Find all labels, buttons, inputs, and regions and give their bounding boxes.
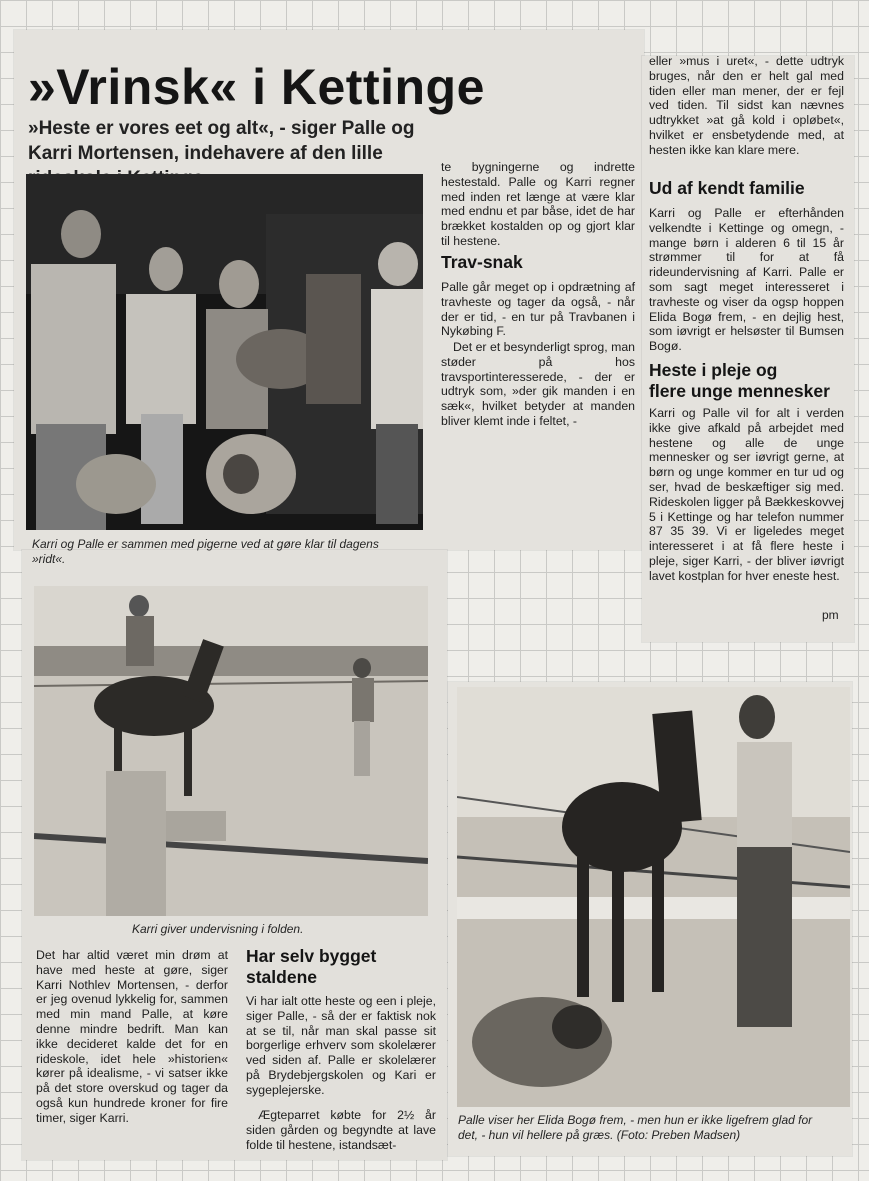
- trav-paragraph-2: Det er et besynderligt sprog, man støder på hos travsportinteresserede, - der er udtryk som, »der gik manden i en sæk«, hvilket betyder at manden bliver klemt inde i feltet, -: [441, 340, 635, 428]
- pleje-text: Karri og Palle vil for alt i verden ikke give afkald på arbejdet med hestene og alle de unge mennesker og ser iøvrigt gerne, at børn og unge kommer en tur ud og ser, hvad de beskæftiger sig med. Rideskolen ligger på Bækkeskovvej 5 i Kettinge og har telefon nummer 87 35 39. Vi er ligeledes meget interesseret i at få flere heste i pleje, siger Karri, - der bliver iøvrigt lavet kostplan for hver eneste hest.: [649, 406, 844, 583]
- photo-stable-group: [26, 174, 423, 530]
- caption-palle-with-horse: Palle viser her Elida Bogø frem, - men hun er ikke ligefrem glad for det, - hun vil hellere på græs. (Foto: Preben Madsen): [458, 1113, 813, 1142]
- heading-trav-snak: Trav-snak: [441, 252, 523, 272]
- headline: »Vrinsk« i Kettinge: [28, 59, 485, 115]
- author-signature: pm: [822, 608, 839, 622]
- photo-stable-group-image: [26, 174, 423, 530]
- right-column-intro-text: eller »mus i uret«, - dette udtryk bruges, når den er helt gal med tiden eller man mener, der er fejl ved tiden. Til sidst kan nævnes udtrykket »at gå kold i opløbet«, hvilket er ensbetydende med, at hesten ikke kan klare mere.: [649, 54, 844, 157]
- familie-text: Karri og Palle er efterhånden velkendte i Kettinge og omegn, - mange børn i alderen 6 til 15 år strømmer til for at få rideundervisning af Karri. Palle er som sagt meget interesseret i travheste og viser da ogsp hoppen Elida Bogø frem, - en dejlig hest, som iøvrigt er helsøster til Bumsen Bogø.: [649, 206, 844, 354]
- staldene-paragraph-2: Ægteparret købte for 2½ år siden gården og begyndte at lave folde til hestene, istandsæt-: [246, 1108, 436, 1152]
- heading-heste-i-pleje: Heste i pleje og flere unge mennesker: [649, 360, 830, 401]
- subheadline: »Heste er vores eet og alt«, - siger Palle og Karri Mortensen, indehavere af den lille: [28, 118, 415, 164]
- heading-ud-af-kendt-familie: Ud af kendt familie: [649, 178, 805, 198]
- bottom-left-text: Det har altid været min drøm at have med heste at gøre, siger Karri Nothlev Mortensen, - derfor er jeg ovenud lykkelig for, sammen med min mand Palle, at køre denne mindre bedrift. Man kan ikke decideret kalde det for en rideskole, idet hele »historien« kører på idealisme, - vi satser ikke på det store overskud og tager da også kun hundrede kroner for fire timer, siger Karri.: [36, 948, 228, 1125]
- intro-continued-text: te bygningerne og indrette hestestald. Palle og Karri regner med inden ret længe at være klar med endnu et par båse, idet de har brækket kostalden op og gjort klar til hestene.: [441, 160, 635, 248]
- staldene-paragraph-1: Vi har ialt otte heste og een i pleje, siger Palle, - så der er faktisk nok at se til, når man skal passe sit borgerlige erhverv som skolelærer ved siden af. Palle er skolelærer på Brydebjergskolen og Kari er sygeplejerske.: [246, 994, 436, 1097]
- heading-har-selv-bygget-staldene: Har selv bygget staldene: [246, 946, 377, 987]
- photo-riding-lesson: [34, 586, 428, 916]
- photo-palle-with-horse: [457, 687, 850, 1107]
- photo-palle-with-horse-image: [457, 687, 850, 1107]
- caption-stable-group: Karri og Palle er sammen med pigerne ved at gøre klar til dagens »ridt«.: [32, 537, 379, 566]
- caption-riding-lesson: Karri giver undervisning i folden.: [132, 922, 304, 936]
- photo-riding-lesson-image: [34, 586, 428, 916]
- trav-paragraph-1: Palle går meget op i opdrætning af travheste og tager da også, - når der er tid, - en tur på Travbanen i Nykøbing F.: [441, 280, 635, 339]
